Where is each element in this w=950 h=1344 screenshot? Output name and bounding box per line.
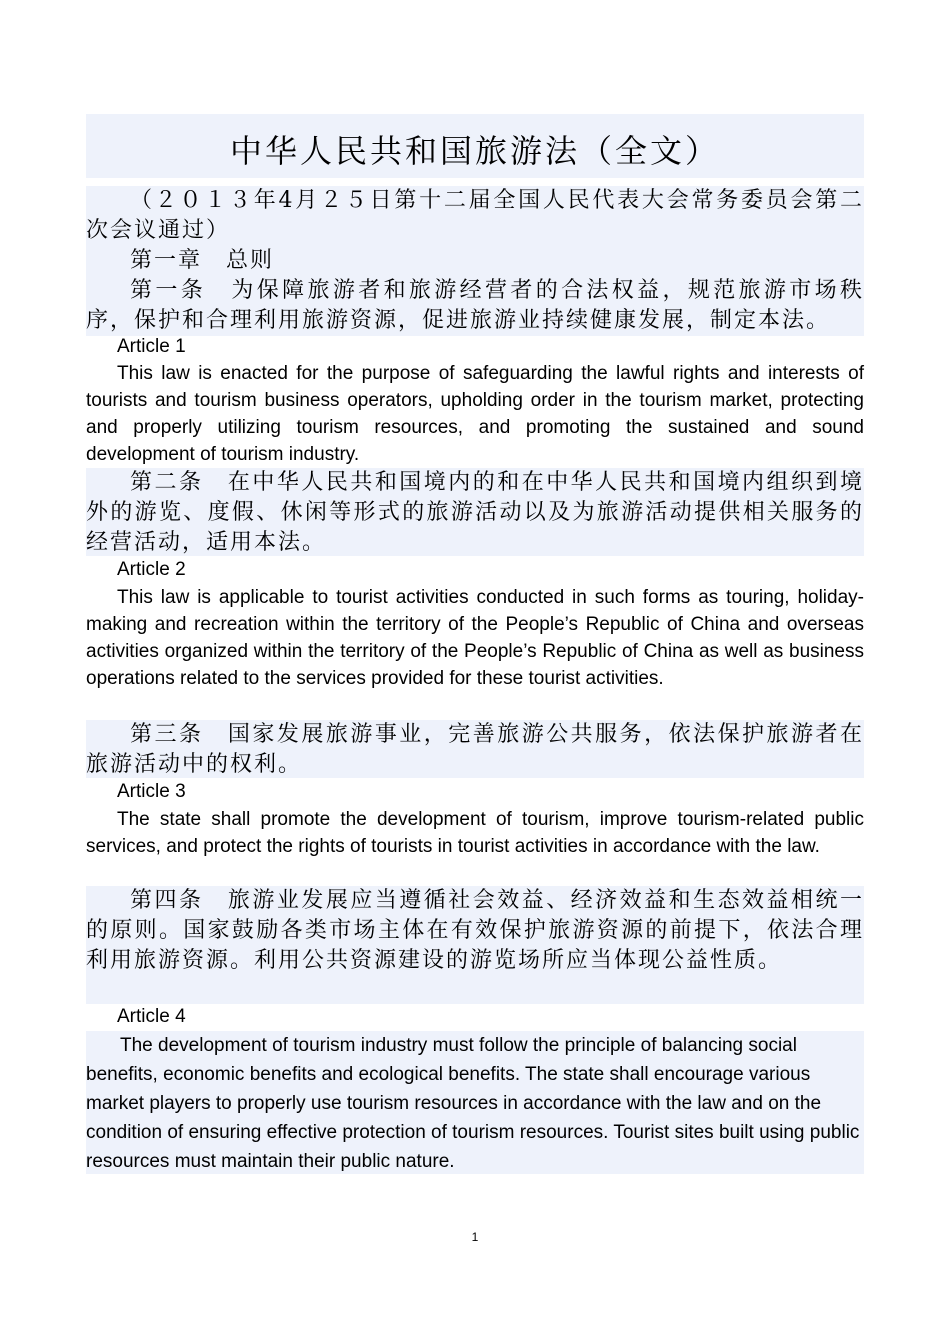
article-1-label: Article 1 xyxy=(117,336,186,357)
title-block xyxy=(86,114,864,178)
article-4-zh: 第四条 旅游业发展应当遵循社会效益、经济效益和生态效益相统一的原则。国家鼓励各类市场主体在有效保护旅游资源的前提下，依法合理利用旅游资源。利用公共资源建设的游览场所应当体现公益性质。 xyxy=(86,886,864,1004)
document-title: 中华人民共和国旅游法（全文） xyxy=(229,132,720,170)
article-3-zh: 第三条 国家发展旅游事业，完善旅游公共服务，依法保护旅游者在旅游活动中的权利。 xyxy=(86,722,864,777)
article-1-en: This law is enacted for the purpose of safeguarding the lawful rights and interests of tourists and tourism business operators, upholding order in the tourism market, protecting and properly utilizing tourism resources, and promoting the sustained and sound development of tourism industry. xyxy=(86,363,864,465)
article-4-en: The development of tourism industry must follow the principle of balancing social benefits, economic benefits and ecological benefits. The state shall encourage various market players to properly use tourism resources in accordance with the law and on the condition of ensuring effective protection of tourism resources. Tourist sites built using public resources must maintain their public nature. xyxy=(86,1031,864,1174)
page-number: 1 xyxy=(471,1230,479,1244)
article-3-label: Article 3 xyxy=(117,781,186,802)
article-3-en: The state shall promote the development of tourism, improve tourism-related public services, and protect the rights of tourists in tourist activities in accordance with the law. xyxy=(86,809,864,857)
article-4-label: Article 4 xyxy=(117,1006,186,1027)
article-1-zh: 第一条 为保障旅游者和旅游经营者的合法权益，规范旅游市场秩序，保护和合理利用旅游资源，促进旅游业持续健康发展，制定本法。 xyxy=(86,276,864,336)
article-2-label: Article 2 xyxy=(117,559,186,580)
chapter-heading: 第一章 总则 xyxy=(86,246,864,276)
article-2-en: This law is applicable to tourist activities conducted in such forms as touring, holiday-making and recreation within the territory of the People’s Republic of China and overseas activities organized within the territory of the People’s Republic of China as well as business operations related to the services provided for these tourist activities. xyxy=(86,587,864,689)
adoption-note: （２０１３年4月２５日第十二届全国人民代表大会常务委员会第二次会议通过） xyxy=(86,186,864,246)
article-2-zh: 第二条 在中华人民共和国境内的和在中华人民共和国境内组织到境外的游览、度假、休闲等形式的旅游活动以及为旅游活动提供相关服务的经营活动，适用本法。 xyxy=(86,470,864,555)
